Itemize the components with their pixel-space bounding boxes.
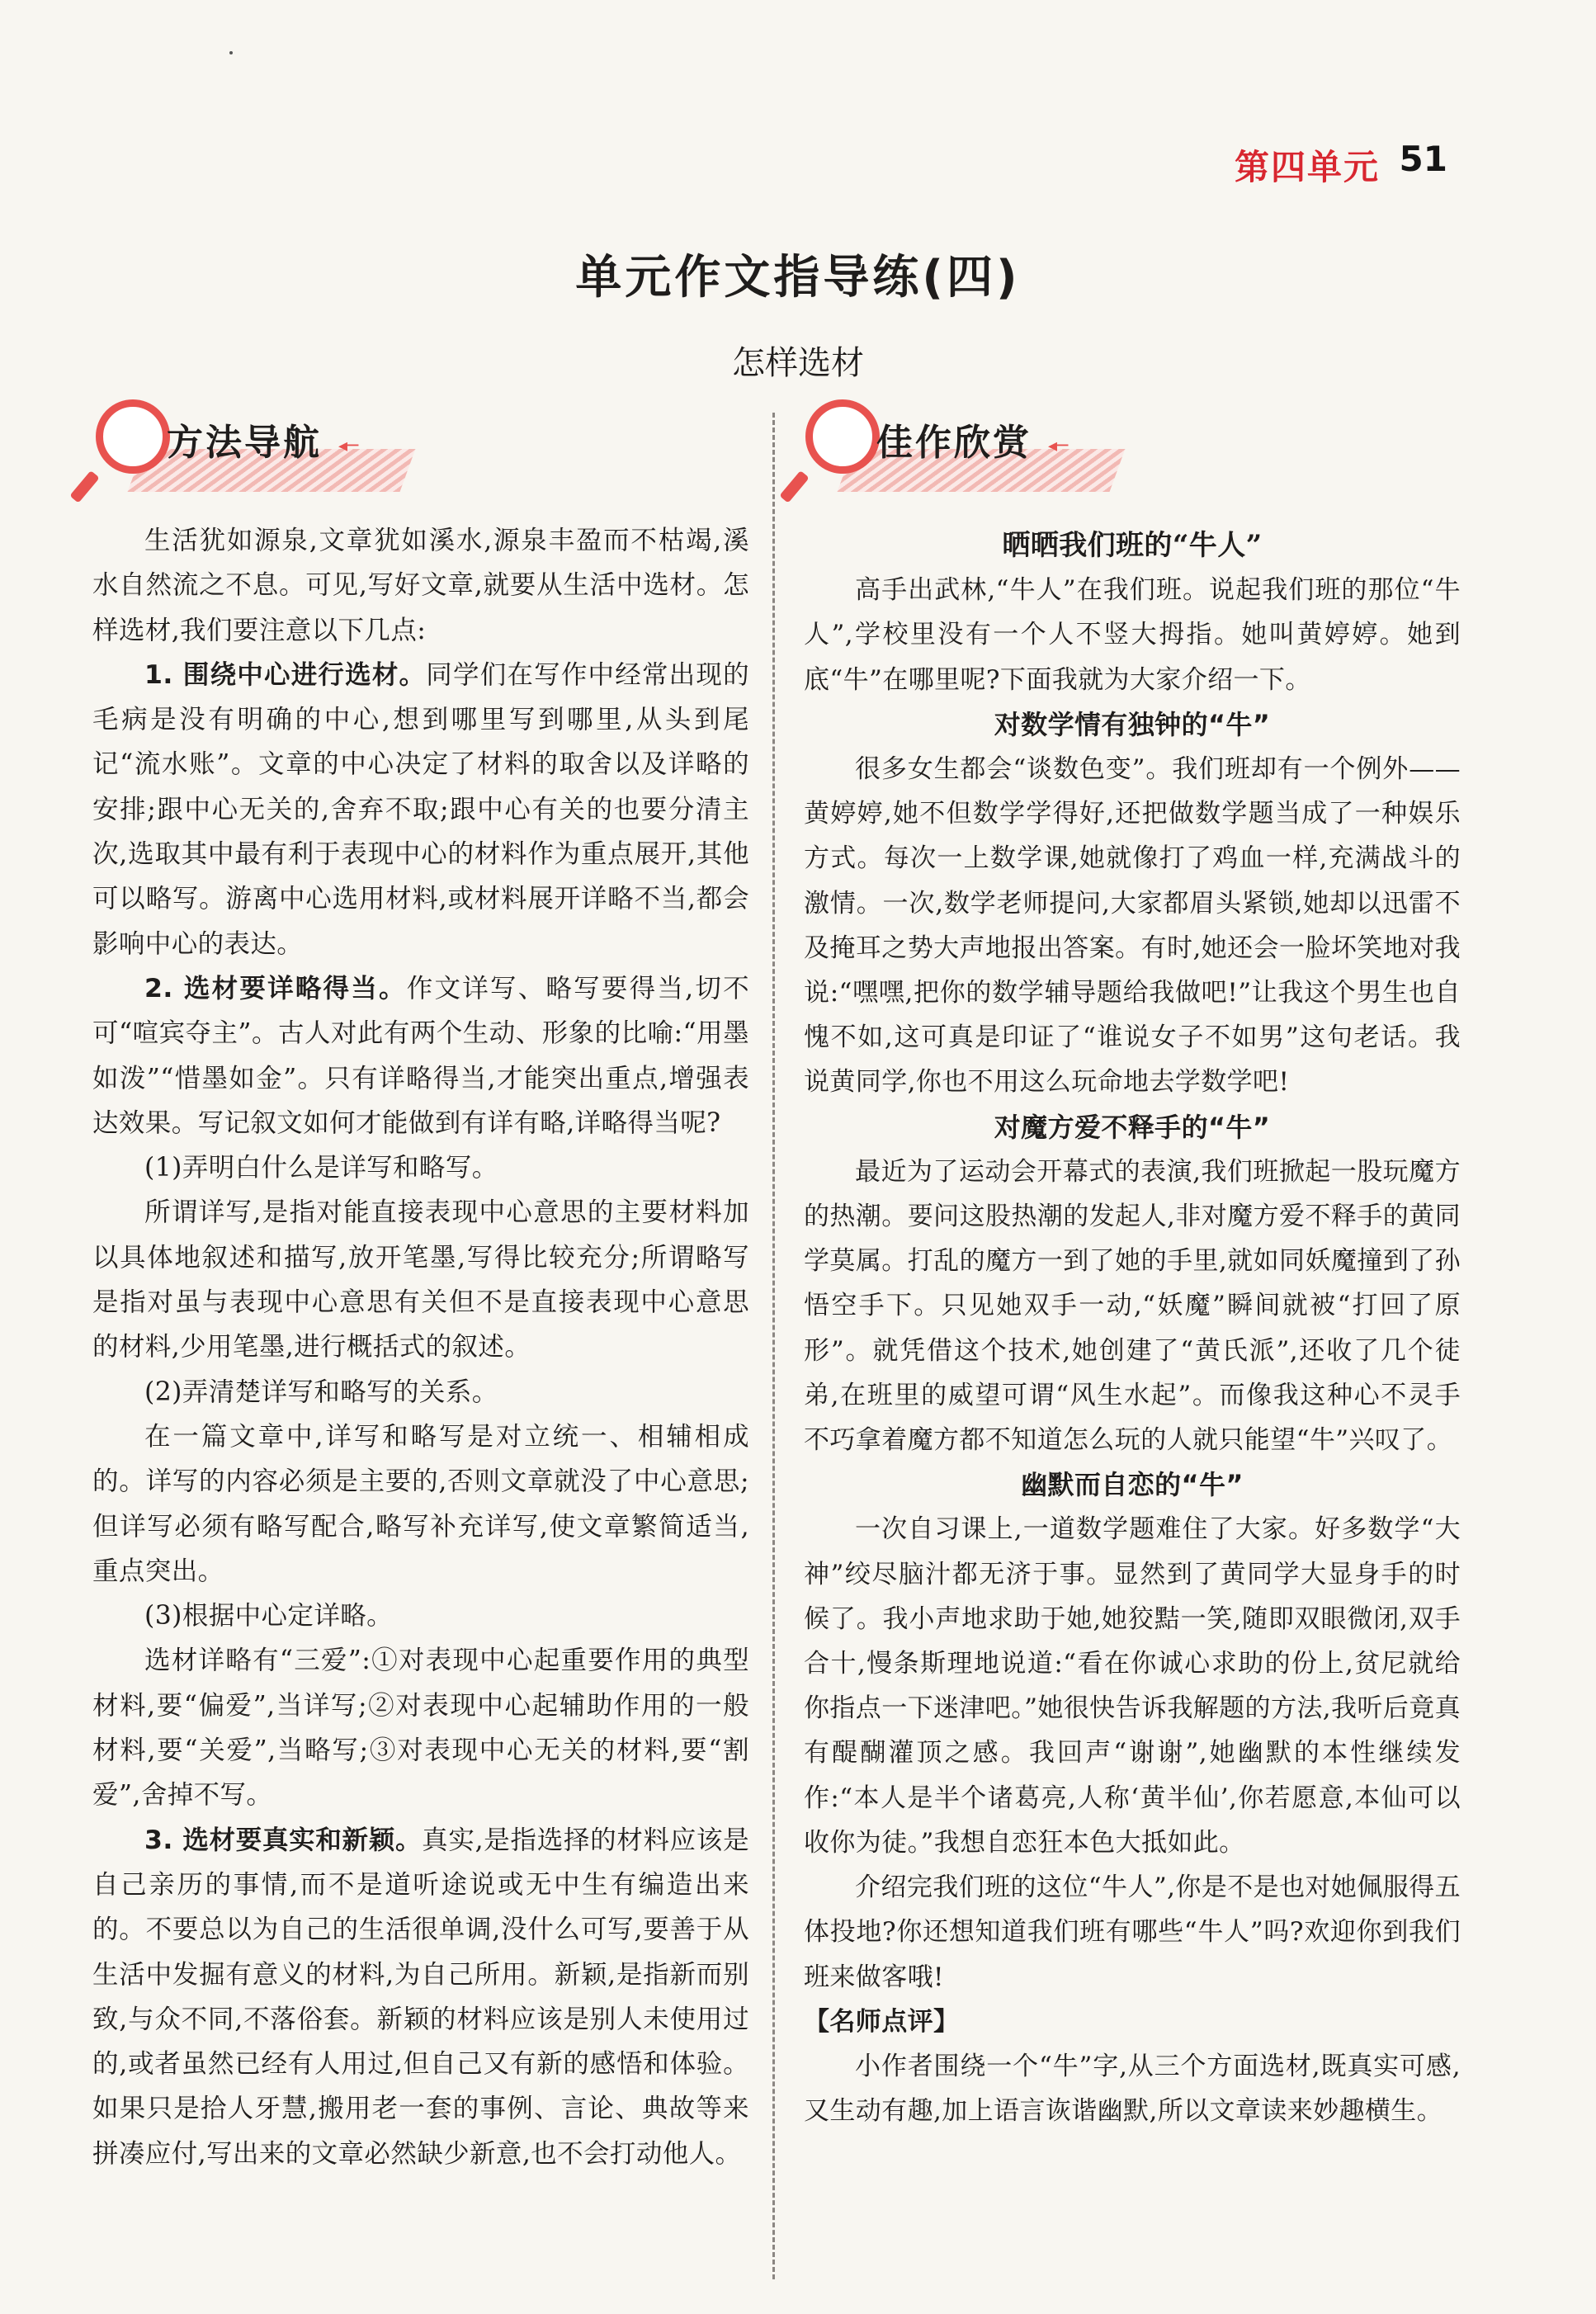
- article-title: 晒晒我们班的“牛人”: [1002, 529, 1263, 562]
- point-heading: 2. 选材要详略得当。: [144, 973, 407, 1004]
- left-column: [92, 518, 749, 2176]
- paragraph: 在一篇文章中,详写和略写是对立统一、相辅相成的。详写的内容必须是主要的,否则文章就没了中心意思;但详写必须有略写配合,略写补充详写,使文章繁简适当,重点突出。: [92, 1421, 749, 1586]
- point-heading: 1. 围绕中心进行选材。: [144, 659, 427, 690]
- page-number: 51: [1399, 139, 1447, 179]
- section-heading-label: 佳作欣赏: [876, 422, 1032, 464]
- paragraph: (1)弄明白什么是详写和略写。: [144, 1153, 498, 1183]
- review-text: 小作者围绕一个“牛”字,从三个方面选材,既真实可感,又生动有趣,加上语言诙谐幽默,所以文章读来妙趣横生。: [804, 2051, 1461, 2127]
- unit-label: 第四单元: [1234, 147, 1380, 187]
- subheading: 幽默而自恋的“牛”: [1021, 1469, 1244, 1501]
- paragraph: (2)弄清楚详写和略写的关系。: [144, 1377, 498, 1407]
- paragraph: 3. 选材要真实和新颖。真实,是指选择的材料应该是自己亲历的事情,而不是道听途说或无中生有编造出来的。不要总以为自己的生活很单调,没什么可写,要善于从生活中发掘有意义的材料,为自己所用。新颖,是指新而别致,与众不同,不落俗套。新颖的材料应该是别人未使用过的,或者虽然已经有人用过,但自己又有新的感悟和体验。如果只是拾人牙慧,搬用老一套的事例、言论、典故等来拼凑应付,写出来的文章必然缺少新意,也不会打动他人。: [92, 1825, 749, 2169]
- paragraph: 生活犹如源泉,文章犹如溪水,源泉丰盈而不枯竭,溪水自然流之不息。可见,写好文章,就要从生活中选材。怎样选材,我们要注意以下几点:: [92, 526, 749, 645]
- paragraph: 介绍完我们班的这位“牛人”,你是不是也对她佩服得五体投地?你还想知道我们班有哪些“牛人”吗?欢迎你到我们班来做客哦!: [804, 1872, 1461, 1992]
- section-heading-method: [86, 399, 416, 507]
- paragraph: 选材详略有“三爱”:①对表现中心起重要作用的典型材料,要“偏爱”,当详写;②对表现中心起辅助作用的一般材料,要“关爱”,当略写;③对表现中心无关的材料,要“割爱”,舍掉不写。: [92, 1646, 749, 1811]
- paragraph: 1. 围绕中心进行选材。同学们在写作中经常出现的毛病是没有明确的中心,想到哪里写到哪里,从头到尾记“流水账”。文章的中心决定了材料的取舍以及详略的安排;跟中心无关的,舍弃不取;跟中心有关的也要分清主次,选取其中最有利于表现中心的材料作为重点展开,其他可以略写。游离中心选用材料,或材料展开详略不当,都会影响中心的表达。: [92, 659, 749, 959]
- paragraph: 一次自习课上,一道数学题难住了大家。好多数学“大神”绞尽脑汁都无济于事。显然到了黄同学大显身手的时候了。我小声地求助于她,她狡黠一笑,随即双眼微闭,双手合十,慢条斯理地说道:“看在你诚心求助的份上,贫尼就给你指点一下迷津吧。”她很快告诉我解题的方法,我听后竟真有醍醐灌顶之感。我回声“谢谢”,她幽默的本性继续发作:“本人是半个诸葛亮,人称‘黄半仙’,你若愿意,本仙可以收你为徒。”我想自恋狂本色大抵如此。: [804, 1514, 1461, 1858]
- magnifier-icon: [96, 399, 170, 474]
- review-label: 【名师点评】: [804, 2006, 960, 2037]
- arrow-icon: ◂─: [338, 436, 359, 456]
- magnifier-handle: [779, 470, 809, 503]
- subheading: 对魔方爱不释手的“牛”: [994, 1111, 1271, 1143]
- paragraph: 最近为了运动会开幕式的表演,我们班掀起一股玩魔方的热潮。要问这股热潮的发起人,非对魔方爱不释手的黄同学莫属。打乱的魔方一到了她的手里,就如同妖魔撞到了孙悟空手下。只见她双手一动,“妖魔”瞬间就被“打回了原形”。就凭借这个技术,她创建了“黄氏派”,还收了几个徒弟,在班里的威望可谓“风生水起”。而像我这种心不灵手不巧拿着魔方都不知道怎么玩的人就只能望“牛”兴叹了。: [804, 1156, 1461, 1456]
- section-heading-essay: [796, 399, 1126, 507]
- point-heading: 3. 选材要真实和新颖。: [144, 1825, 423, 1855]
- column-divider: [772, 413, 775, 2279]
- paragraph: 高手出武林,“牛人”在我们班。说起我们班的那位“牛人”,学校里没有一个人不竖大拇指。她叫黄婷婷。她到底“牛”在哪里呢?下面我就为大家介绍一下。: [804, 575, 1461, 695]
- subheading: 对数学情有独钟的“牛”: [994, 708, 1271, 740]
- right-column: [804, 523, 1461, 2133]
- scan-dot: [229, 51, 233, 54]
- magnifier-handle: [69, 470, 99, 503]
- paragraph: 所谓详写,是指对能直接表现中心意思的主要材料加以具体地叙述和描写,放开笔墨,写得比较充分;所谓略写是指对虽与表现中心意思有关但不是直接表现中心意思的材料,少用笔墨,进行概括式的叙述。: [92, 1197, 749, 1362]
- arrow-icon: ◂─: [1048, 436, 1069, 456]
- paragraph: (3)根据中心定详略。: [144, 1601, 394, 1632]
- paragraph: 很多女生都会“谈数色变”。我们班却有一个例外——黄婷婷,她不但数学学得好,还把做数学题当成了一种娱乐方式。每次一上数学课,她就像打了鸡血一样,充满战斗的激情。一次,数学老师提问,大家都眉头紧锁,她却以迅雷不及掩耳之势大声地报出答案。有时,她还会一脸坏笑地对我说:“嘿嘿,把你的数学辅导题给我做吧!”让我这个男生也自愧不如,这可真是印证了“谁说女子不如男”这句老话。我说黄同学,你也不用这么玩命地去学数学吧!: [804, 754, 1461, 1098]
- page-title: 单元作文指导练(四): [575, 251, 1021, 305]
- paragraph: 2. 选材要详略得当。作文详写、略写要得当,切不可“喧宾夺主”。古人对此有两个生动、形象的比喻:“用墨如泼”“惜墨如金”。只有详略得当,才能突出重点,增强表达效果。写记叙文如何才能做到有详有略,详略得当呢?: [92, 973, 749, 1138]
- section-heading-label: 方法导航: [167, 422, 322, 464]
- page-subtitle: 怎样选材: [732, 344, 864, 382]
- magnifier-icon: [805, 399, 880, 474]
